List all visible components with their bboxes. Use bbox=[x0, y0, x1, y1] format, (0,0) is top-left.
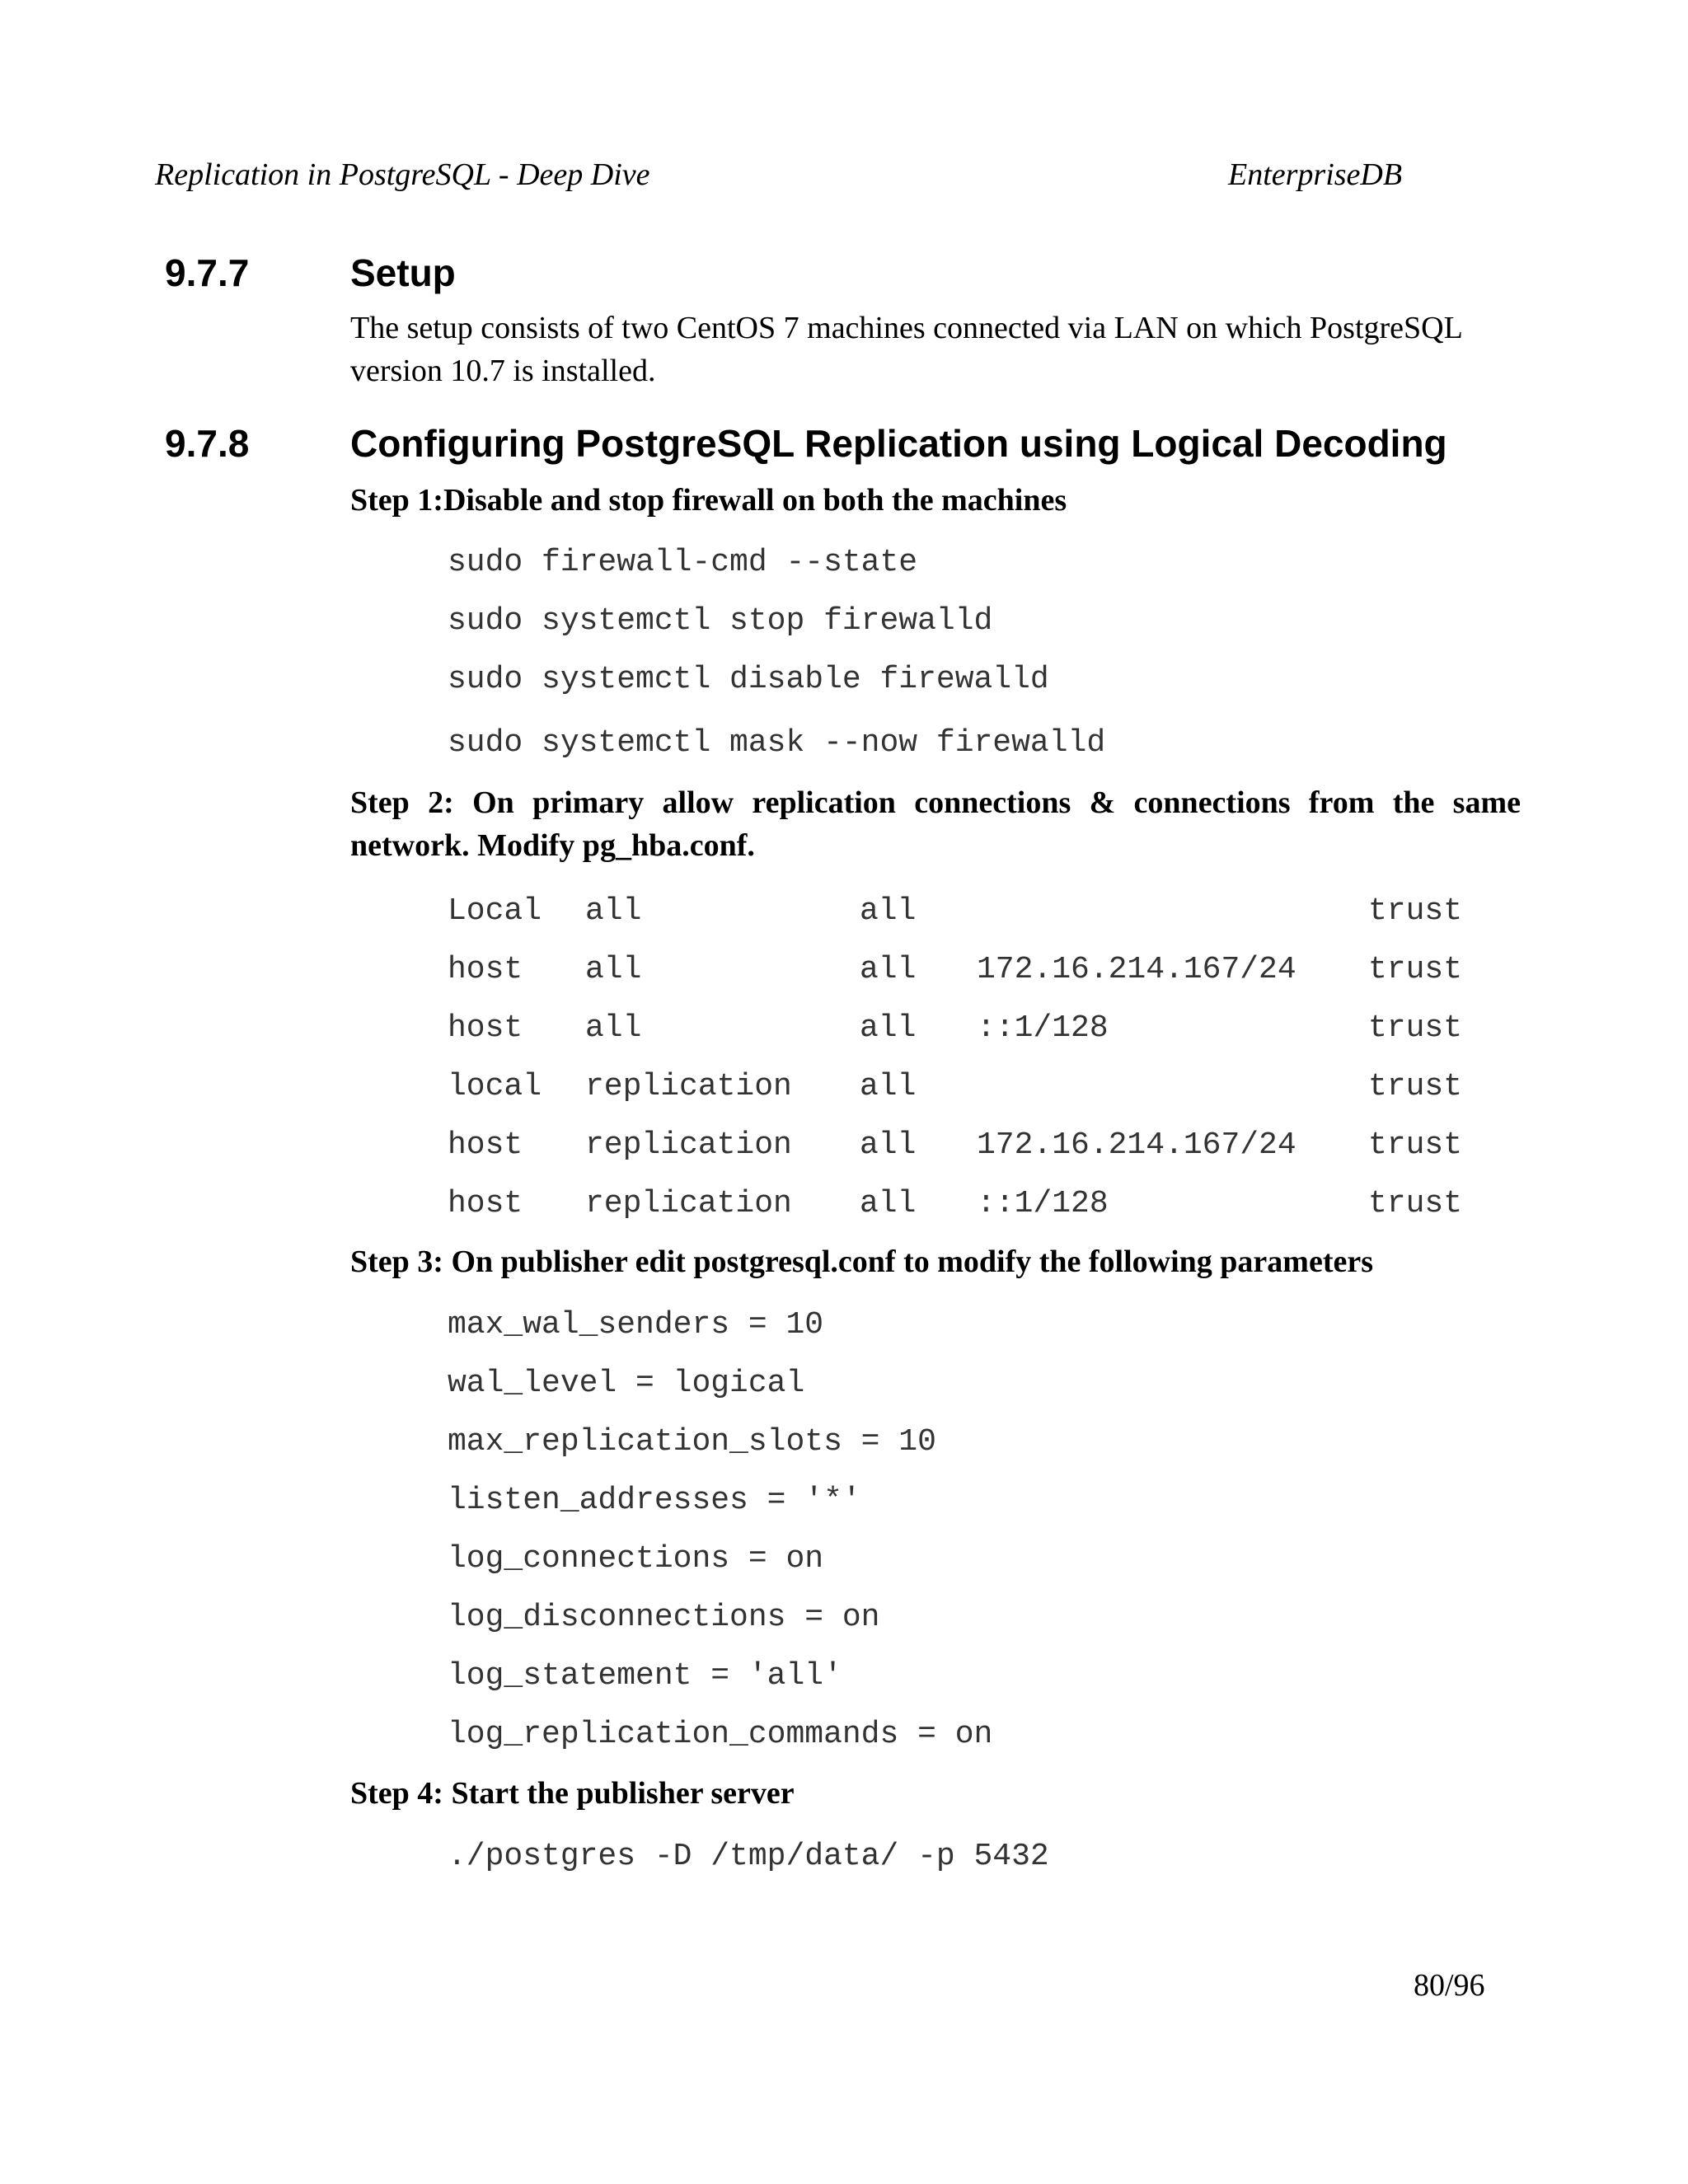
hba-user-cell: all bbox=[860, 1069, 917, 1104]
step-1-code-line: sudo systemctl stop firewalld bbox=[448, 603, 993, 639]
hba-address-cell: 172.16.214.167/24 bbox=[977, 952, 1296, 987]
hba-database-cell: all bbox=[585, 893, 642, 929]
hba-database-cell: replication bbox=[585, 1127, 792, 1163]
hba-database-cell: replication bbox=[585, 1069, 792, 1104]
step-3-code-line: log_connections = on bbox=[448, 1541, 824, 1577]
hba-method-cell: trust bbox=[1368, 1010, 1463, 1046]
hba-user-cell: all bbox=[860, 893, 917, 929]
hba-database-cell: all bbox=[585, 952, 642, 987]
step-3-code-line: listen_addresses = '*' bbox=[448, 1483, 861, 1518]
page-number: 80/96 bbox=[1414, 1968, 1485, 2003]
hba-type-cell: host bbox=[448, 1010, 523, 1046]
section-978-number: 9.7.8 bbox=[165, 422, 250, 465]
step-3-code-line: log_disconnections = on bbox=[448, 1600, 880, 1635]
hba-type-cell: local bbox=[448, 1069, 542, 1104]
step-1-code-line: sudo firewall-cmd --state bbox=[448, 545, 918, 580]
hba-method-cell: trust bbox=[1368, 1069, 1463, 1104]
hba-database-cell: all bbox=[585, 1010, 642, 1046]
section-977-number: 9.7.7 bbox=[165, 251, 250, 294]
hba-user-cell: all bbox=[860, 1186, 917, 1221]
hba-method-cell: trust bbox=[1368, 952, 1463, 987]
step-1-code-line: sudo systemctl mask --now firewalld bbox=[448, 725, 1106, 761]
hba-type-cell: host bbox=[448, 952, 523, 987]
header-publisher: EnterpriseDB bbox=[1228, 157, 1403, 192]
step-1-heading: Step 1:Disable and stop firewall on both the machines bbox=[350, 483, 1067, 518]
hba-method-cell: trust bbox=[1368, 893, 1463, 929]
hba-database-cell: replication bbox=[585, 1186, 792, 1221]
hba-type-cell: Local bbox=[448, 893, 542, 929]
step-1-code-line: sudo systemctl disable firewalld bbox=[448, 662, 1049, 697]
hba-user-cell: all bbox=[860, 952, 917, 987]
hba-address-cell: ::1/128 bbox=[977, 1186, 1109, 1221]
hba-method-cell: trust bbox=[1368, 1186, 1463, 1221]
step-3-code-line: log_replication_commands = on bbox=[448, 1717, 993, 1752]
hba-type-cell: host bbox=[448, 1186, 523, 1221]
section-977-body: The setup consists of two CentOS 7 machines connected via LAN on which PostgreSQL version 10.7 is installed. bbox=[350, 311, 1462, 388]
hba-method-cell: trust bbox=[1368, 1127, 1463, 1163]
hba-user-cell: all bbox=[860, 1010, 917, 1046]
step-3-code-line: log_statement = 'all' bbox=[448, 1658, 842, 1694]
step-3-code-line: max_replication_slots = 10 bbox=[448, 1424, 936, 1460]
step-4-code-line: ./postgres -D /tmp/data/ -p 5432 bbox=[448, 1839, 1049, 1874]
section-977-title: Setup bbox=[350, 251, 456, 294]
hba-address-cell: ::1/128 bbox=[977, 1010, 1109, 1046]
step-2-heading: Step 2: On primary allow replication connections & connections from the same network. Modify pg_hba.conf. bbox=[350, 785, 1521, 863]
hba-user-cell: all bbox=[860, 1127, 917, 1163]
step-3-code-line: wal_level = logical bbox=[448, 1366, 805, 1401]
hba-address-cell: 172.16.214.167/24 bbox=[977, 1127, 1296, 1163]
hba-type-cell: host bbox=[448, 1127, 523, 1163]
step-4-heading: Step 4: Start the publisher server bbox=[350, 1776, 795, 1811]
section-978-title: Configuring PostgreSQL Replication using Logical Decoding bbox=[350, 422, 1447, 465]
step-3-heading: Step 3: On publisher edit postgresql.conf to modify the following parameters bbox=[350, 1244, 1373, 1279]
header-document-title: Replication in PostgreSQL - Deep Dive bbox=[155, 157, 650, 192]
step-3-code-line: max_wal_senders = 10 bbox=[448, 1307, 824, 1343]
